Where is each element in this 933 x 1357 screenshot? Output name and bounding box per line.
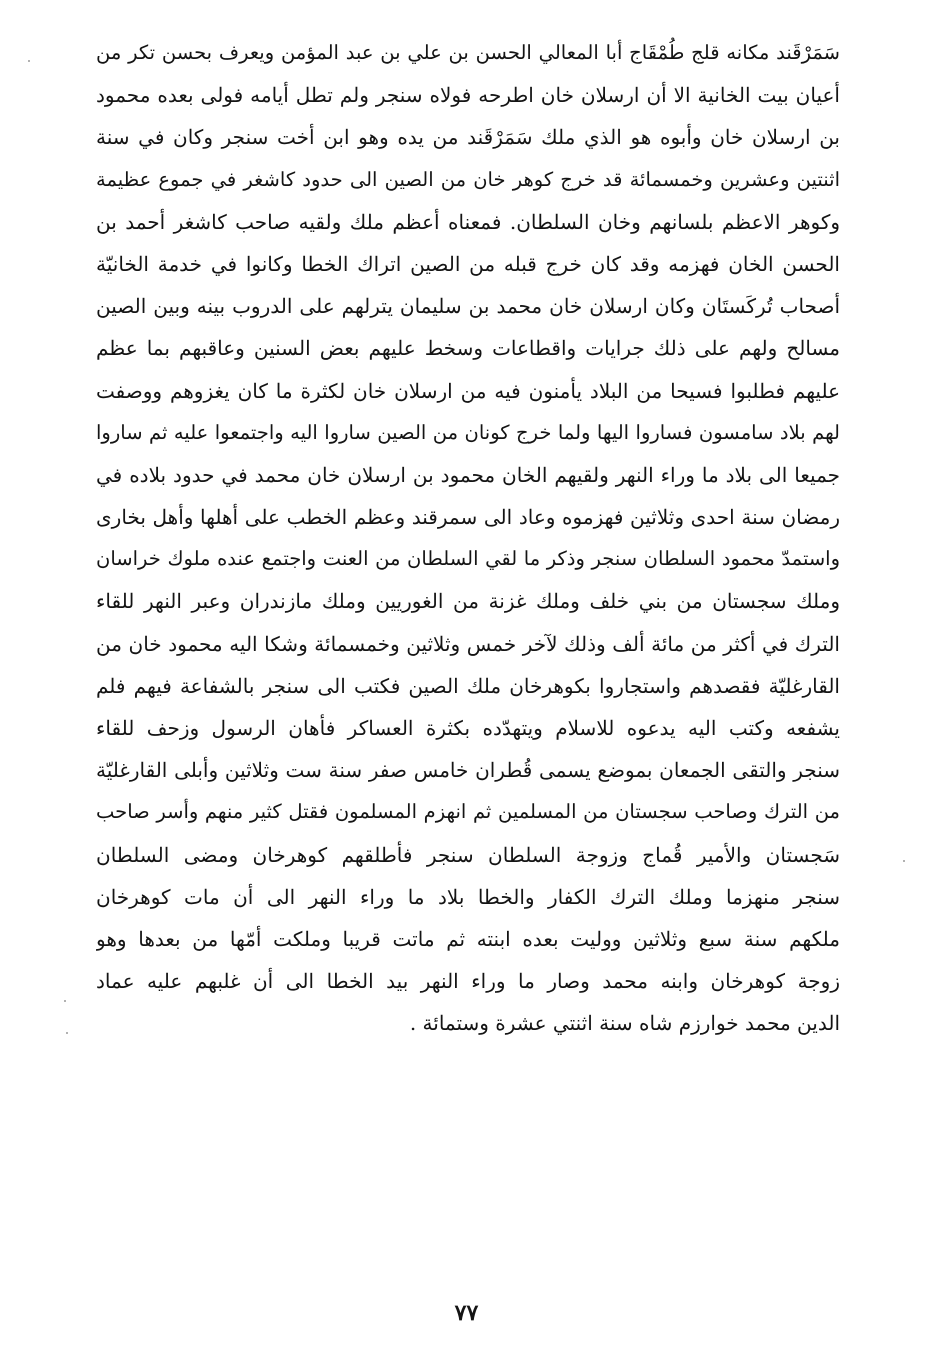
scan-speck [64, 1000, 66, 1002]
page-number: ٧٧ [454, 1300, 479, 1326]
text-line: اثنتين وعشرين وخمسمائة قد خرج كوهر خان من الصين الى حدود كاشغر في جموع عظيمة [96, 167, 840, 191]
text-line: سَمَرْقَند مكانه قلج طُمْقَاج أبا المعالي الحسن بن علي بن عبد المؤمن ويعرف بحسن تكر من [96, 41, 840, 64]
text-line: سنجر منهزما وملك الترك الكفار والخطا بلاد ما وراء النهر الى أن مات كوهرخان [96, 884, 840, 909]
text-line: الترك في أكثر من مائة ألف وذلك لآخر خمس وثلاثين وخمسمائة وشكا اليه محمود خان من [96, 631, 840, 656]
text-line: رمضان سنة احدى وثلاثين فهزموه وعاد الى سمرقند وعظم الخطب على أهلها وأهل بخارى [96, 505, 840, 530]
text-line: واستمدّ محمود السلطان سنجر وذكر ما لقي السلطان من العنت واجتمع عنده ملوك خراسان [96, 547, 840, 571]
scan-speck [903, 860, 905, 862]
text-line: عليهم فطلبوا فسيحا من البلاد يأمنون فيه من ارسلان خان لكثرة ما كان يغزوهم ووصفت [96, 378, 840, 403]
text-line: يشفعه وكتب اليه يدعوه للاسلام ويتهدّده بكثرة العساكر فأهان الرسول وزحف للقاء [96, 716, 840, 740]
text-line: مسالح ولهم على ذلك جرايات واقطاعات وسخط عليهم بعض السنين وعاقبهم بما عظم [96, 336, 840, 361]
text-line: زوجة كوهرخان وابنه محمد وصار ما وراء النهر بيد الخطا الى أن غلبهم عليه عماد [96, 969, 840, 994]
text-line: لهم بلاد سامسون فساروا اليها ولما خرج كونان من الصين ساروا اليه واجتمعوا عليه ثم ساروا [96, 420, 840, 444]
text-line: سَجستان والأمير قُماج وزوجة السلطان سنجر فأطلقهم كوهرخان ومضى السلطان [96, 842, 840, 867]
text-line: الحسن الخان فهزمه وقد كان خرج قبله من الصين اتراك الخطا وكانوا في خدمة الخانيّة [96, 251, 840, 276]
body-text [96, 32, 840, 1045]
text-line: ملكهم سنة سبع وثلاثين ووليت بعده ابنته ثم ماتت قريبا وملكت أمّها من بعدها وهو [96, 926, 840, 951]
scan-speck [66, 1032, 68, 1034]
text-line: جميعا الى بلاد ما وراء النهر ولقيهم الخان محمود بن ارسلان خان محمد في حدود بلاده في [96, 462, 840, 487]
text-line: بن ارسلان خان وأبوه هو الذي ملك سَمَرْقَند من يده وهو ابن أخت سنجر وكان في سنة [96, 125, 840, 150]
text-line: أصحاب تُركَستَان وكان ارسلان خان محمد بن سليمان يترلهم على الدروب بينه وبين الصين [96, 294, 840, 319]
text-line: وكوهر الاعظم بلسانهم وخان السلطان. فمعناه أعظم ملك ولقيه صاحب كاشغر أحمد بن [96, 209, 840, 234]
text-line: سنجر والتقى الجمعان بموضع يسمى قُطران خامس صفر سنة ست وثلاثين وأبلى القارغليّة [96, 758, 840, 783]
text-line: من الترك وصاحب سجستان من المسلمين ثم انهزم المسلمون فقتل كثير منهم وأسر صاحب [96, 800, 840, 824]
scan-speck [28, 60, 30, 62]
text-line: أعيان بيت الخانية الا أن ارسلان خان اطرحه فولاه سنجر ولم تطل أيامه فولى بعده محمود [96, 83, 840, 108]
text-line: وملك سجستان من بني خلف وملك غزنة من الغوريين وملك مازندران وعبر النهر للقاء [96, 589, 840, 614]
text-line: القارغليّة فقصدهم واستجاروا بكوهرخان ملك الصين فكتب الى سنجر بالشفاعة فيهم فلم [96, 673, 840, 698]
text-line-last: الدين محمد خوارزم شاه سنة اثنتي عشرة وستمائة . [409, 1011, 840, 1036]
